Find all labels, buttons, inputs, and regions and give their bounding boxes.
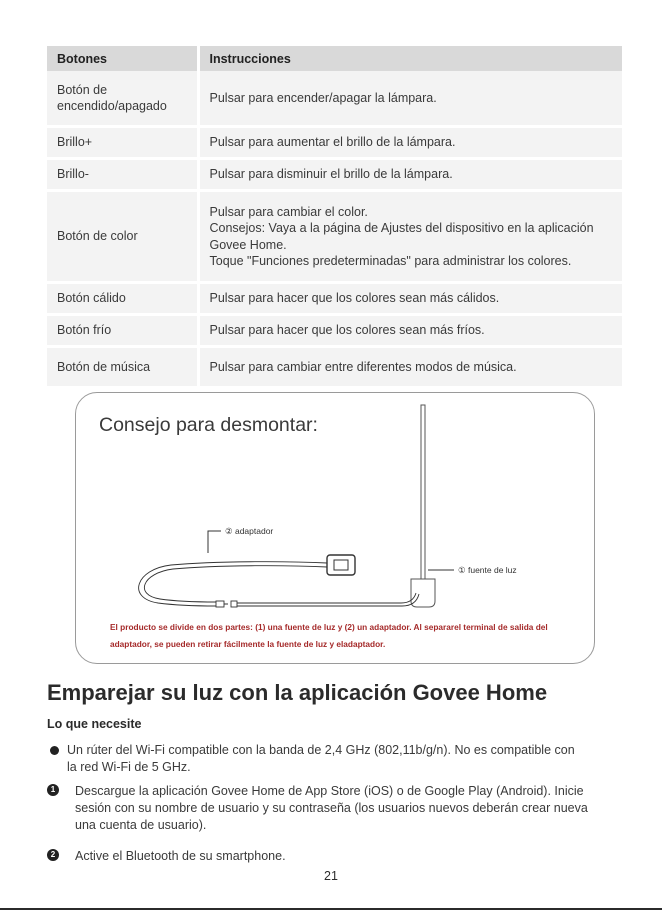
step-1: 1 Descargue la aplicación Govee Home de App Store (iOS) o de Google Play (Android). Inicie sesión con su nombre de usuario y su contraseña (los usuarios nuevos deberán crear nueva una cuenta de usuario).	[47, 783, 595, 834]
button-name: Botón de encendido/apagado	[47, 71, 198, 127]
button-name: Botón cálido	[47, 283, 198, 315]
disassembly-note: El producto se divide en dos partes: (1) una fuente de luz y (2) un adaptador. Al separarel terminal de salida del adaptador, se pueden retirar fácilmente la fuente de luz y eladaptador.	[110, 622, 548, 649]
button-name: Brillo+	[47, 127, 198, 159]
table-header-row	[47, 46, 622, 71]
adapter-leader	[208, 531, 221, 553]
step-2: 2 Active el Bluetooth de su smartphone.	[47, 848, 595, 865]
button-instruction: Pulsar para cambiar el color. Consejos: Vaya a la página de Ajustes del dispositivo en la aplicación Govee Home. Toque "Funciones predeterminadas" para administrar los colores.	[198, 191, 622, 283]
button-name: Botón de color	[47, 191, 198, 283]
adapter-plug	[216, 601, 224, 607]
light-source-label: ① fuente de luz	[458, 565, 517, 575]
footer-rule	[0, 908, 662, 910]
pairing-section-title: Emparejar su luz con la aplicación Govee Home	[47, 680, 548, 705]
adapter-cable-outer	[144, 566, 327, 602]
lamp-cable	[237, 593, 416, 603]
table-row	[47, 127, 622, 159]
button-name: Botón de música	[47, 347, 198, 387]
table-row	[47, 191, 622, 283]
table-row	[47, 283, 622, 315]
button-instruction: Pulsar para hacer que los colores sean más cálidos.	[198, 283, 622, 315]
bullet-dot-icon	[50, 746, 59, 755]
what-you-need-heading: Lo que necesite	[47, 717, 142, 731]
table-row	[47, 347, 622, 387]
button-name: Brillo-	[47, 159, 198, 191]
lamp-base	[411, 579, 435, 607]
step-number-badge: 2	[47, 849, 59, 861]
adapter-cable	[139, 562, 327, 606]
button-instruction: Pulsar para disminuir el brillo de la lámpara.	[198, 159, 622, 191]
button-instruction: Pulsar para aumentar el brillo de la lámpara.	[198, 127, 622, 159]
column-header-instructions: Instrucciones	[198, 46, 622, 71]
lamp-pole	[421, 405, 425, 580]
table-row	[47, 71, 622, 127]
tip-title: Consejo para desmontar:	[99, 414, 318, 436]
lamp-cable-outer	[237, 594, 419, 606]
table-row	[47, 315, 622, 347]
column-header-buttons: Botones	[47, 46, 198, 71]
step-number-badge: 1	[47, 784, 59, 796]
requirement-bullet: Un rúter del Wi-Fi compatible con la banda de 2,4 GHz (802,11b/g/n). No es compatible con la red Wi-Fi de 5 GHz.	[47, 742, 587, 776]
adapter-box	[327, 555, 355, 575]
button-name: Botón frío	[47, 315, 198, 347]
table-row	[47, 159, 622, 191]
adapter-label: ② adaptador	[225, 526, 274, 536]
button-instruction: Pulsar para cambiar entre diferentes modos de música.	[198, 347, 622, 387]
button-instruction: Pulsar para encender/apagar la lámpara.	[198, 71, 622, 127]
buttons-table	[47, 46, 622, 386]
lamp-socket	[231, 601, 237, 607]
button-instruction: Pulsar para hacer que los colores sean más fríos.	[198, 315, 622, 347]
disassembly-tip-box	[75, 392, 595, 664]
page-number: 21	[324, 869, 338, 883]
